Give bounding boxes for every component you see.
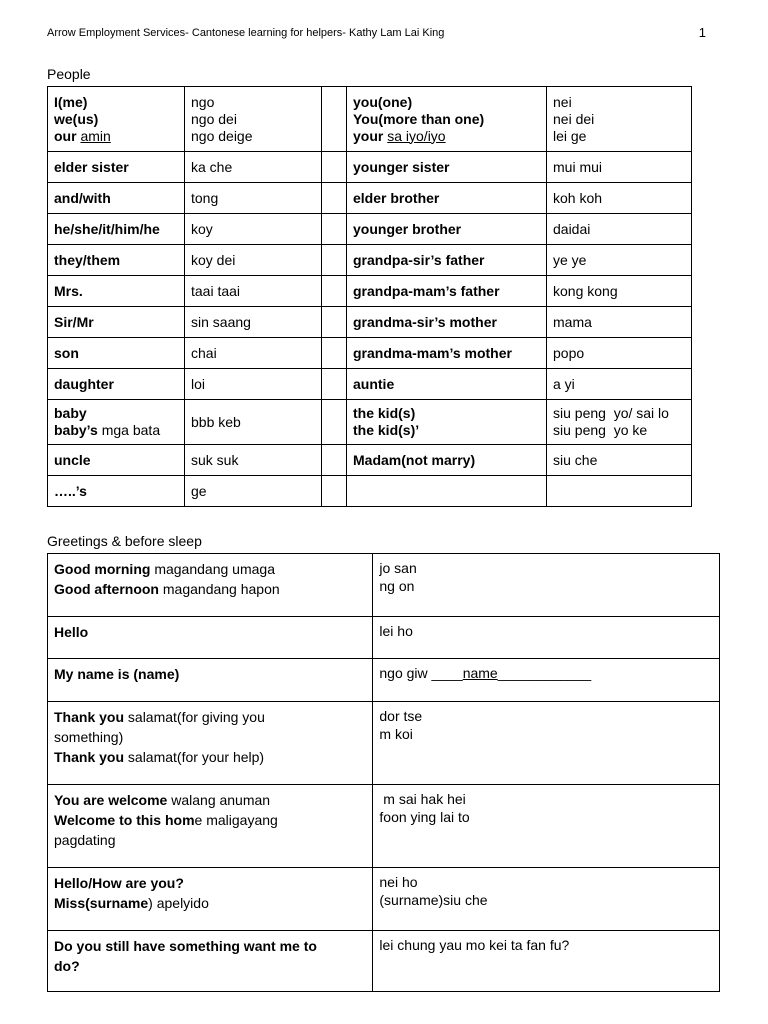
phrase-bold: Thank you [54,749,125,765]
english-term-cell [347,152,547,183]
translation-line: siu che [553,451,598,468]
term-line [353,128,540,145]
phrase-text: pagdating [54,832,116,848]
cantonese-cell [547,307,692,338]
cantonese-cell [185,307,322,338]
spacer-cell [322,214,347,245]
term-line [353,111,540,128]
phrase-bold: do? [54,958,80,974]
translation-line: ngo [191,93,215,110]
phrase-cell [48,931,373,992]
english-term-cell [48,400,185,445]
translation-line: mui mui [553,158,603,175]
term-line [353,252,540,269]
table-row [48,617,720,659]
term-bold: I(me) [54,93,88,110]
term-line [353,314,540,331]
phrase-line [54,893,366,913]
term-bold: …..’s [54,482,87,499]
spacer-cell [322,245,347,276]
translation-line: ngo dei [191,110,237,127]
term-bold: the kid(s) [353,405,416,421]
translation-line: lei ho [379,623,413,639]
term-bold: grandpa-sir’s father [353,251,485,268]
english-term-cell [347,276,547,307]
phrase-bold: Good morning [54,561,151,577]
term-line [353,422,540,439]
term-tagalog: amin [80,127,111,144]
phrase-text: magandang hapon [159,581,280,597]
cantonese-cell [373,931,720,992]
phrase-text: magandang umaga [150,561,275,577]
translation-line: daidai [553,220,591,237]
phrase-line [54,830,366,850]
translation-line: siu peng yo ke [553,422,648,438]
translation-line: ngo deige [191,127,253,144]
table-row [48,245,692,276]
table-row [48,214,692,245]
cantonese-cell [547,445,692,476]
translation-line: m sai hak hei [379,791,466,807]
term-line [353,159,540,176]
name-placeholder: name [462,665,498,681]
english-term-cell [347,183,547,214]
phrase-cell [48,554,373,617]
translation-line: lei ge [553,127,587,144]
cantonese-cell [547,87,692,152]
term-line [353,345,540,362]
cantonese-cell [547,400,692,445]
translation-line: nei dei [553,110,595,127]
term-bold: Sir/Mr [54,313,94,330]
phrase-cell [48,659,373,702]
table-row [48,702,720,785]
term-bold: baby’s [54,422,98,438]
term-tagalog: mga bata [101,422,161,438]
term-bold: auntie [353,375,395,392]
translation-line: suk suk [191,451,239,468]
cantonese-cell [547,276,692,307]
term-line [54,314,178,331]
phrase-bold: Thank you [54,709,125,725]
table-row [48,400,692,445]
translation-line: ye ye [553,251,587,268]
phrase-bold: Hello [54,624,89,640]
page-number: 1 [698,25,706,40]
english-term-cell [48,369,185,400]
table-row [48,868,720,931]
translation-line: m koi [379,726,413,742]
spacer-cell [322,307,347,338]
english-term-cell [48,476,185,507]
cantonese-cell [373,554,720,617]
phrase-bold: Good afternoon [54,581,159,597]
english-term-cell [48,307,185,338]
cantonese-cell [185,400,322,445]
cantonese-cell [373,702,720,785]
term-bold: grandma-sir’s mother [353,313,497,330]
english-term-cell [347,400,547,445]
term-line [54,376,178,393]
term-bold: younger sister [353,158,450,175]
translation-line: foon ying lai to [379,809,470,825]
phrase-line [54,664,366,684]
term-line [353,221,540,238]
english-term-cell [48,183,185,214]
english-term-cell [48,214,185,245]
english-term-cell [347,307,547,338]
spacer-cell [322,476,347,507]
term-line [54,94,178,111]
cantonese-cell [185,245,322,276]
spacer-cell [322,338,347,369]
table-row [48,307,692,338]
phrase-text: salamat(for giving you [124,709,265,725]
term-bold: and/with [54,189,111,206]
phrase-cell [48,702,373,785]
phrase-line [54,810,366,830]
translation-line: kong kong [553,282,618,299]
translation-line: siu peng yo/ sai lo [553,405,669,421]
term-bold: daughter [54,375,114,392]
translation-line: ka che [191,158,233,175]
table-row [48,554,720,617]
translation-line: ge [191,482,207,499]
term-line [54,283,178,300]
term-bold: our [54,127,77,144]
spacer-cell [322,400,347,445]
table-row [48,931,720,992]
translation-line: a yi [553,375,575,392]
english-term-cell [347,87,547,152]
term-bold: Madam(not marry) [353,451,476,468]
cantonese-cell [373,659,720,702]
spacer-cell [322,87,347,152]
cantonese-cell [185,338,322,369]
section-heading-greetings: Greetings & before sleep [47,533,202,549]
cantonese-cell [185,183,322,214]
section-heading-people: People [47,66,91,82]
translation-line: nei ho [379,874,418,890]
phrase-text: salamat(for your help) [124,749,265,765]
phrase-bold: Welcome to this hom [54,812,195,828]
cantonese-cell [185,152,322,183]
translation-line: taai taai [191,282,241,299]
translation-line: koy [191,220,213,237]
english-term-cell [48,445,185,476]
phrase-text: walang anuman [167,792,271,808]
table-row [48,276,692,307]
phrase-line [54,559,366,579]
spacer-cell [322,152,347,183]
cantonese-cell [373,868,720,931]
english-term-cell [48,87,185,152]
translation-line: koy dei [191,251,236,268]
cantonese-cell [547,245,692,276]
term-tagalog: sa iyo/iyo [387,127,446,144]
cantonese-cell [547,152,692,183]
term-bold: uncle [54,451,91,468]
english-term-cell [347,214,547,245]
cantonese-cell [185,276,322,307]
term-line [353,283,540,300]
term-line [54,422,178,439]
term-line [54,111,178,128]
phrase-bold: You are welcome [54,792,168,808]
term-line [54,345,178,362]
phrase-line [54,936,366,956]
cantonese-cell [547,369,692,400]
phrase-line [54,579,366,599]
term-line [353,405,540,422]
cantonese-cell [185,369,322,400]
english-term-cell [347,476,547,507]
phrase-line [54,707,366,727]
term-line [353,452,540,469]
cantonese-cell [373,617,720,659]
phrase-line [54,790,366,810]
cantonese-cell [185,476,322,507]
term-line [54,405,178,422]
term-bold: you(one) [353,93,413,110]
phrase-line [54,873,366,893]
term-bold: we(us) [54,110,99,127]
table-row [48,659,720,702]
term-bold: your [353,127,384,144]
english-term-cell [347,445,547,476]
translation-line: popo [553,344,585,361]
term-line [54,221,178,238]
term-line [353,190,540,207]
table-row [48,785,720,868]
translation-line: loi [191,375,206,392]
term-bold: You(more than one) [353,110,485,127]
term-line [54,452,178,469]
term-bold: they/them [54,251,121,268]
people-vocabulary-table [47,86,692,507]
translation-line [379,664,713,682]
english-term-cell [48,338,185,369]
table-row [48,183,692,214]
term-bold: younger brother [353,220,462,237]
translation-line: tong [191,189,219,206]
term-line [54,159,178,176]
translation-line: (surname)siu che [379,892,488,908]
english-term-cell [347,245,547,276]
translation-line: nei [553,93,572,110]
cantonese-cell [547,214,692,245]
translation-line: ng on [379,578,415,594]
term-line [54,252,178,269]
table-row [48,338,692,369]
phrase-cell [48,868,373,931]
translation-line: mama [553,313,592,330]
term-line [54,483,178,500]
translation-line: koh koh [553,189,603,206]
translation-line: lei chung yau mo kei ta fan fu? [379,937,570,953]
phrase-line [54,956,366,976]
spacer-cell [322,276,347,307]
spacer-cell [322,369,347,400]
spacer-cell [322,445,347,476]
greetings-table [47,553,720,992]
document-header [47,27,706,40]
term-bold: he/she/it/him/he [54,220,160,237]
term-bold: baby [54,405,87,421]
cantonese-cell [185,87,322,152]
term-bold: grandma-mam’s mother [353,344,512,361]
term-line [54,190,178,207]
table-row [48,445,692,476]
phrase-bold: Miss(surname [54,895,149,911]
term-bold: elder brother [353,189,440,206]
translation-line: jo san [379,560,417,576]
english-term-cell [48,245,185,276]
term-line [353,376,540,393]
term-line [54,128,178,145]
english-term-cell [347,338,547,369]
phrase-text: ) apelyido [148,895,209,911]
translation-line: bbb keb [191,413,241,430]
english-term-cell [48,276,185,307]
phrase-cell [48,785,373,868]
translation-line: dor tse [379,708,423,724]
term-bold: the kid(s)’ [353,422,420,438]
blank-suffix: ____________ [497,665,592,681]
phrase-text: e maligayang [194,812,278,828]
phrase-bold: Hello/How are you? [54,875,184,891]
table-row [48,476,692,507]
phrase-line [54,622,366,642]
cantonese-cell [185,214,322,245]
translation-line: sin saang [191,313,251,330]
phrase-cell [48,617,373,659]
header-title: Arrow Employment Services- Cantonese learning for helpers- Kathy Lam Lai King [47,27,445,39]
phrase-text: something) [54,729,124,745]
cantonese-cell [373,785,720,868]
cantonese-cell [547,476,692,507]
cantonese-cell [547,183,692,214]
spacer-cell [322,183,347,214]
translation-line: chai [191,344,217,361]
english-term-cell [347,369,547,400]
term-bold: grandpa-mam’s father [353,282,500,299]
blank-prefix: ngo giw ____ [379,665,463,681]
term-bold: son [54,344,79,361]
phrase-bold: Do you still have something want me to [54,938,317,954]
term-bold: Mrs. [54,282,83,299]
table-row [48,369,692,400]
phrase-bold: My name is (name) [54,666,180,682]
phrase-line [54,747,366,767]
cantonese-cell [547,338,692,369]
english-term-cell [48,152,185,183]
table-row [48,87,692,152]
cantonese-cell [185,445,322,476]
term-bold: elder sister [54,158,129,175]
phrase-line [54,727,366,747]
table-row [48,152,692,183]
term-line [353,94,540,111]
